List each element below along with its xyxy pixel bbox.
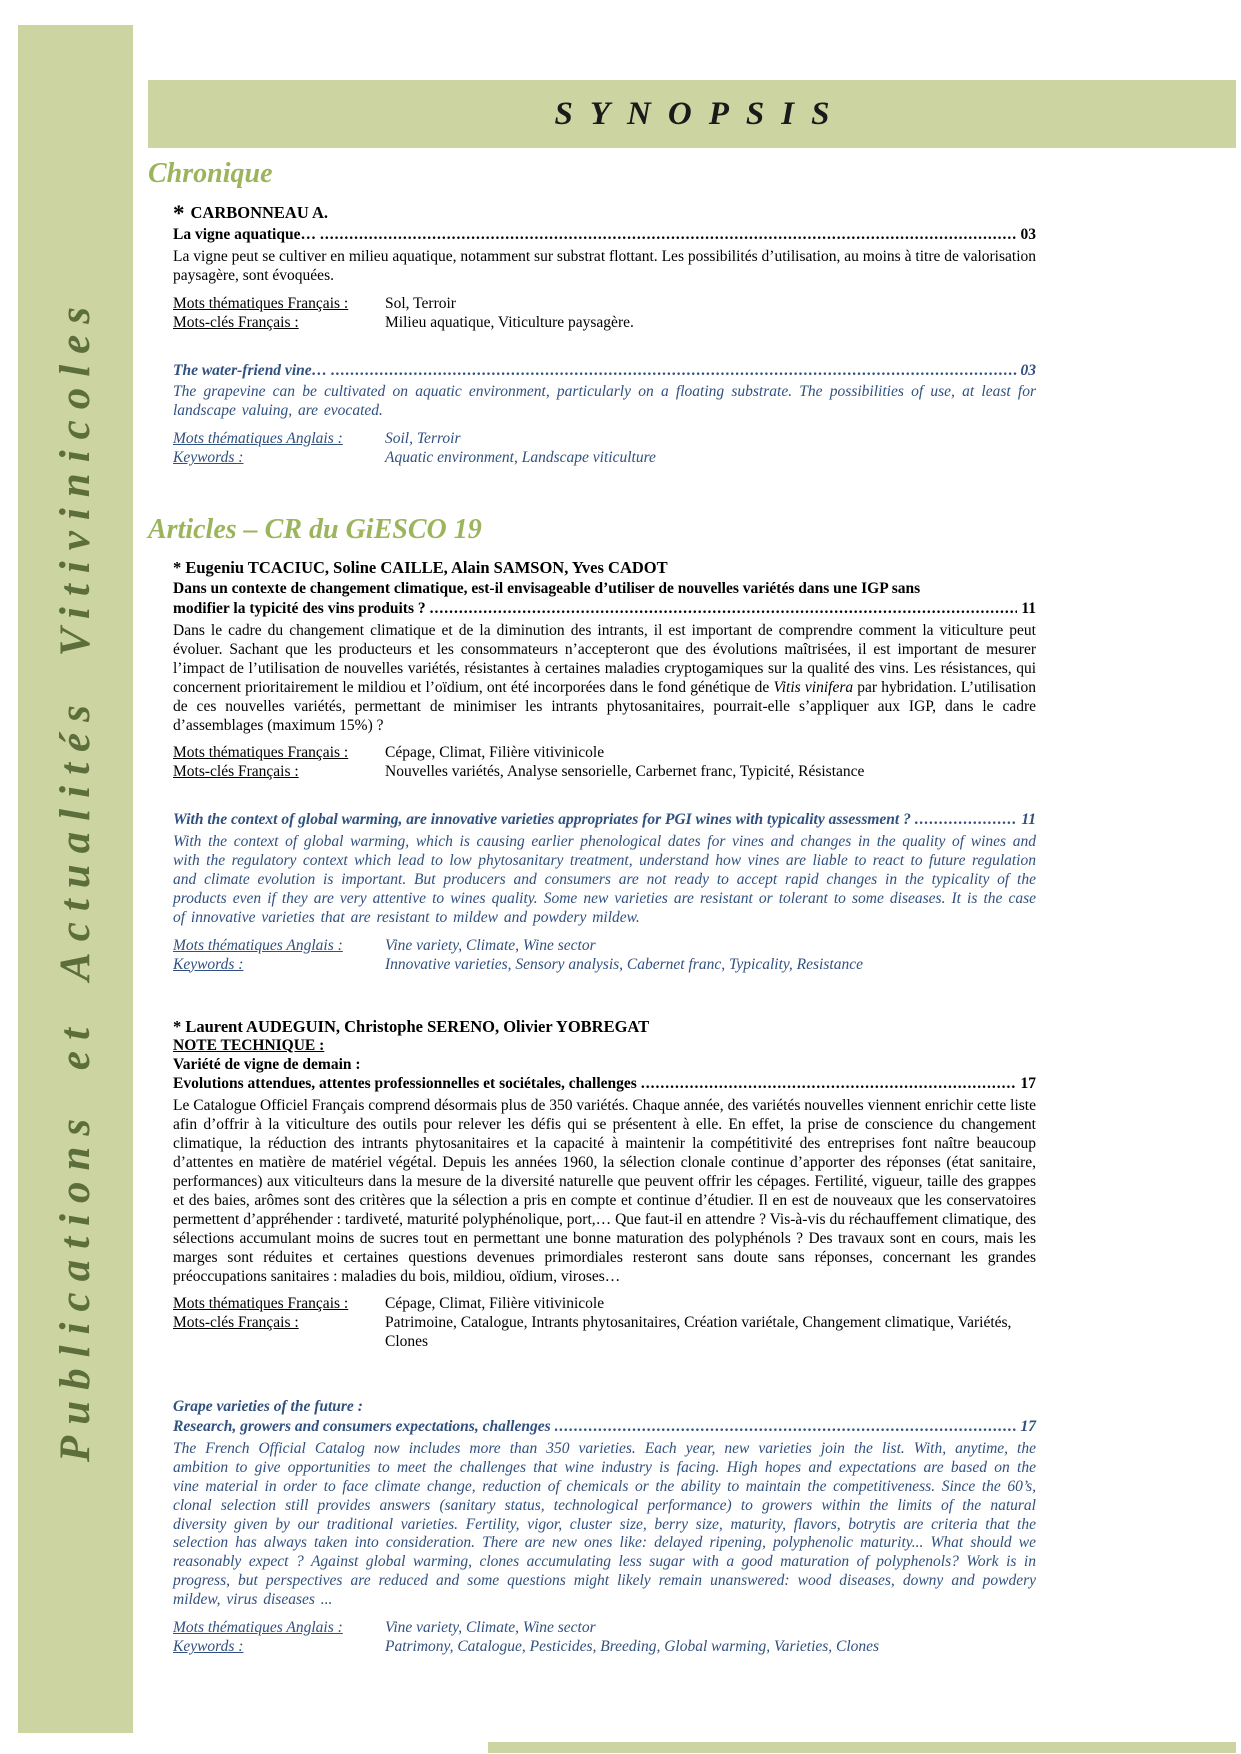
article-pretitle-en: Grape varieties of the future : [173, 1398, 363, 1416]
meta-row [173, 956, 1036, 975]
author-names: CARBONNEAU A. [190, 203, 329, 222]
meta-label-keywords-fr: Mots-clés Français : [173, 763, 299, 781]
meta-row [173, 449, 1036, 468]
footer-band [488, 1742, 1236, 1753]
abstract-fr-part1: Dans le cadre du changement climatique et de la diminution des intrants, il est important de comprendre comment la viticulture peut évoluer. Sachant que les producteurs et les consommateurs n’accepteront que des évolutions maîtrisées, il est important de mesurer l’impact de l’utilisation de nouvelles variétés, résistantes à certaines maladies cryptogamiques sur la qualité des vins. Les résistances, qui concernent prioritairement le mildiou et l’oïdium, ont été incorporées dans le fond génétique de [173, 622, 1036, 696]
meta-en [173, 430, 1036, 468]
meta-row [173, 1314, 1036, 1352]
dot-leader [430, 600, 1018, 619]
article-entry-3 [173, 1017, 1036, 1657]
article-title-en: With the context of global warming, are innovative varieties appropriates for PGI wines with typicality assessment ? [173, 811, 911, 829]
meta-label-themes-en: Mots thématiques Anglais : [173, 936, 343, 954]
title-row [173, 1075, 1036, 1094]
author-line [173, 558, 1036, 578]
meta-row [173, 295, 1036, 314]
abstract-fr-latin-name: Vitis vinifera [773, 678, 854, 696]
page-number: 11 [1021, 600, 1036, 618]
title-row [173, 226, 1036, 245]
article-entry-2 [173, 558, 1036, 974]
article-title-line2: modifier la typicité des vins produits ? [173, 600, 426, 618]
meta-row [173, 1295, 1036, 1314]
meta-label-keywords-fr: Mots-clés Français : [173, 1314, 299, 1332]
section-heading-articles-giesco: Articles – CR du GiESCO 19 [148, 514, 482, 546]
abstract-fr [173, 622, 1036, 735]
synopsis-banner [148, 80, 1236, 148]
meta-label-keywords-en: Keywords : [173, 955, 244, 973]
article-entry-1 [173, 202, 1036, 468]
meta-value-themes-fr: Sol, Terroir [385, 294, 456, 312]
english-block [173, 811, 1036, 974]
article-title: Evolutions attendues, attentes professionnelles et sociétales, challenges [173, 1075, 637, 1093]
meta-label-themes-en: Mots thématiques Anglais : [173, 1619, 343, 1637]
meta-fr [173, 744, 1036, 782]
dot-leader [320, 226, 1017, 245]
meta-label-keywords-fr: Mots-clés Français : [173, 313, 299, 331]
page-number: 17 [1020, 1075, 1036, 1093]
article-title-en: The water-friend vine… [173, 361, 328, 379]
abstract-fr-part2: par hybridation. L’utilisation de ces nouvelles variétés, permettant de minimiser les intrants phytosanitaires, pourrait-elle s’appliquer aux IGP, dans le cadre d’assemblages (maximum 15%) ? [173, 678, 1036, 734]
author-names: Laurent AUDEGUIN, Christophe SERENO, Olivier YOBREGAT [185, 1016, 650, 1036]
meta-value-themes-fr: Cépage, Climat, Filière vitivinicole [385, 1295, 605, 1313]
sidebar-band [18, 25, 133, 1733]
article-title: La vigne aquatique… [173, 226, 316, 243]
meta-value-keywords-fr: Patrimoine, Catalogue, Intrants phytosanitaires, Création variétale, Changement climatique, Variétés, Clones [385, 1314, 1012, 1351]
meta-value-keywords-fr: Milieu aquatique, Viticulture paysagère. [385, 313, 634, 331]
meta-label-themes-fr: Mots thématiques Français : [173, 744, 349, 762]
meta-label-keywords-en: Keywords : [173, 449, 244, 467]
asterisk-marker: * [173, 1016, 182, 1036]
meta-value-keywords-fr: Nouvelles variétés, Analyse sensorielle, Carbernet franc, Typicité, Résistance [385, 763, 865, 781]
page-number: 03 [1020, 226, 1036, 243]
meta-label-keywords-en: Keywords : [173, 1638, 244, 1655]
asterisk-marker: * [173, 558, 182, 578]
asterisk-marker: * [173, 201, 185, 226]
english-block [173, 1398, 1036, 1657]
article-subtitle: Variété de vigne de demain : [173, 1055, 361, 1073]
abstract-en: The grapevine can be cultivated on aquatic environment, particularly on a floating substrate. The possibilities of use, at least for landscape valuing, are evocated. [173, 383, 1036, 420]
meta-value-themes-en: Soil, Terroir [385, 430, 461, 448]
meta-value-themes-en: Vine variety, Climate, Wine sector [385, 1619, 596, 1637]
meta-value-keywords-en: Innovative varieties, Sensory analysis, Cabernet franc, Typicality, Resistance [385, 955, 863, 973]
dot-leader [331, 362, 1016, 381]
meta-fr [173, 295, 1036, 333]
author-line [173, 1017, 1036, 1037]
meta-label-themes-fr: Mots thématiques Français : [173, 294, 349, 312]
content-area [148, 158, 1036, 1657]
page-number: 17 [1020, 1418, 1036, 1436]
meta-en [173, 1619, 1036, 1657]
title-row [173, 600, 1036, 619]
author-names: Eugeniu TCACIUC, Soline CAILLE, Alain SAMSON, Yves CADOT [185, 558, 668, 578]
meta-value-themes-en: Vine variety, Climate, Wine sector [385, 936, 596, 954]
page-number: 03 [1020, 361, 1036, 379]
technical-note-label: NOTE TECHNIQUE : [173, 1036, 325, 1054]
abstract-en: With the context of global warming, which is causing earlier phenological dates for vines and changes in the quality of wines and with the regulatory context which lead to low phytosanitary treatment, understand how vines are liable to react to future regulation and climate evolution is important. But producers and consumers are not ready to accept rapid changes in the typicality of the products even if they are very attentive to wines quality. Some new varieties are resistant or tolerant to some diseases. It is the case of innovative varieties that are resistant to mildew and powdery mildew. [173, 833, 1036, 926]
author-line [173, 202, 1036, 225]
dot-leader [915, 811, 1018, 830]
article-title-line1: Dans un contexte de changement climatique, est-il envisageable d’utiliser de nouvelles variétés dans une IGP sans [173, 580, 921, 598]
meta-row [173, 1638, 1036, 1657]
meta-value-themes-fr: Cépage, Climat, Filière vitivinicole [385, 744, 605, 762]
section-heading-chronique: Chronique [148, 158, 273, 189]
meta-row [173, 430, 1036, 449]
meta-row [173, 937, 1036, 956]
english-block [173, 362, 1036, 469]
meta-value-keywords-en: Aquatic environment, Landscape viticulture [385, 449, 656, 467]
title-row-en [173, 811, 1036, 830]
meta-label-themes-fr: Mots thématiques Français : [173, 1295, 349, 1313]
meta-row [173, 314, 1036, 333]
abstract-fr: La vigne peut se cultiver en milieu aquatique, notamment sur substrat flottant. Les possibilités d’utilisation, au moins à titre de valorisation paysagère, sont évoquées. [173, 247, 1036, 284]
article-title-en: Research, growers and consumers expectations, challenges [173, 1418, 551, 1436]
title-row-en [173, 1418, 1036, 1437]
dot-leader [641, 1075, 1017, 1094]
meta-label-themes-en: Mots thématiques Anglais : [173, 430, 343, 448]
meta-en [173, 937, 1036, 975]
meta-value-keywords-en: Patrimony, Catalogue, Pesticides, Breeding, Global warming, Varieties, Clones [385, 1638, 880, 1655]
abstract-fr: Le Catalogue Officiel Français comprend désormais plus de 350 variétés. Chaque année, des variétés nouvelles viennent enrichir cette liste afin d’offrir à la viticulture des outils pour relever les défis qui se présentent à elle. En effet, la prise de conscience du changement climatique, la réduction des intrants phytosanitaires et la capacité à maintenir la compétitivité des entreprises font naître beaucoup d’attentes en matière de matériel végétal. Depuis les années 1960, la sélection clonale continue d’apporter des réponses (état sanitaire, performances) aux viticulteurs dans la mesure de la diversité naturelle que peuvent offrir les cépages. Fertilité, vigueur, taille des grappes et des baies, arômes sont des critères que la sélection a pris en compte et continue d’étudier. Il en est de nouveaux que les conservatoires permettent d’appréhender : tardiveté, maturité polyphénolique, port,… Que faut-il en attendre ? Vis-à-vis du réchauffement climatique, des sélections accumulant moins de sucres tout en permettant une bonne maturation des polyphénols ? Des travaux sont en cours, mais les marges sont réduites et certaines questions devenues primordiales resteront sans doute sans réponses, concernant les grandes préoccupations sanitaires : maladies du bois, mildiou, oïdium, viroses… [173, 1097, 1036, 1285]
dot-leader [555, 1418, 1017, 1437]
page-title: SYNOPSIS [554, 95, 847, 132]
meta-row [173, 744, 1036, 763]
meta-fr [173, 1295, 1036, 1352]
abstract-en: The French Official Catalog now includes more than 350 varieties. Each year, new varieties join the list. With, anytime, the ambition to give opportunities to meet the challenges that wine industry is facing. High hopes and expectations are based on the vine material in order to face climate change, reduction of chemicals or the ability to maintain the competitiveness. Since the 60’s, clonal selection still provides answers (sanitary status, technological performance) to growers within the limits of the natural diversity given by our traditional varieties. Fertility, vigor, cluster size, berry size, maturity, flavors, botrytis are criteria that the selection has always taken into consideration. There are new ones like: delayed ripening, polyphenolic maturity... What should we reasonably expect ? Against global warming, clones accumulating less sugar with a good maturation of polyphenols? Work is in progress, but perspectives are reduced and some questions might likely remain unanswered: wood diseases, downy and powdery mildew, virus diseases ... [173, 1439, 1036, 1609]
page-number: 11 [1021, 811, 1036, 829]
meta-row [173, 1619, 1036, 1638]
title-row-en [173, 362, 1036, 381]
sidebar-journal-title: Publications et Actualités Vitivinicoles [52, 295, 99, 1463]
meta-row [173, 763, 1036, 782]
